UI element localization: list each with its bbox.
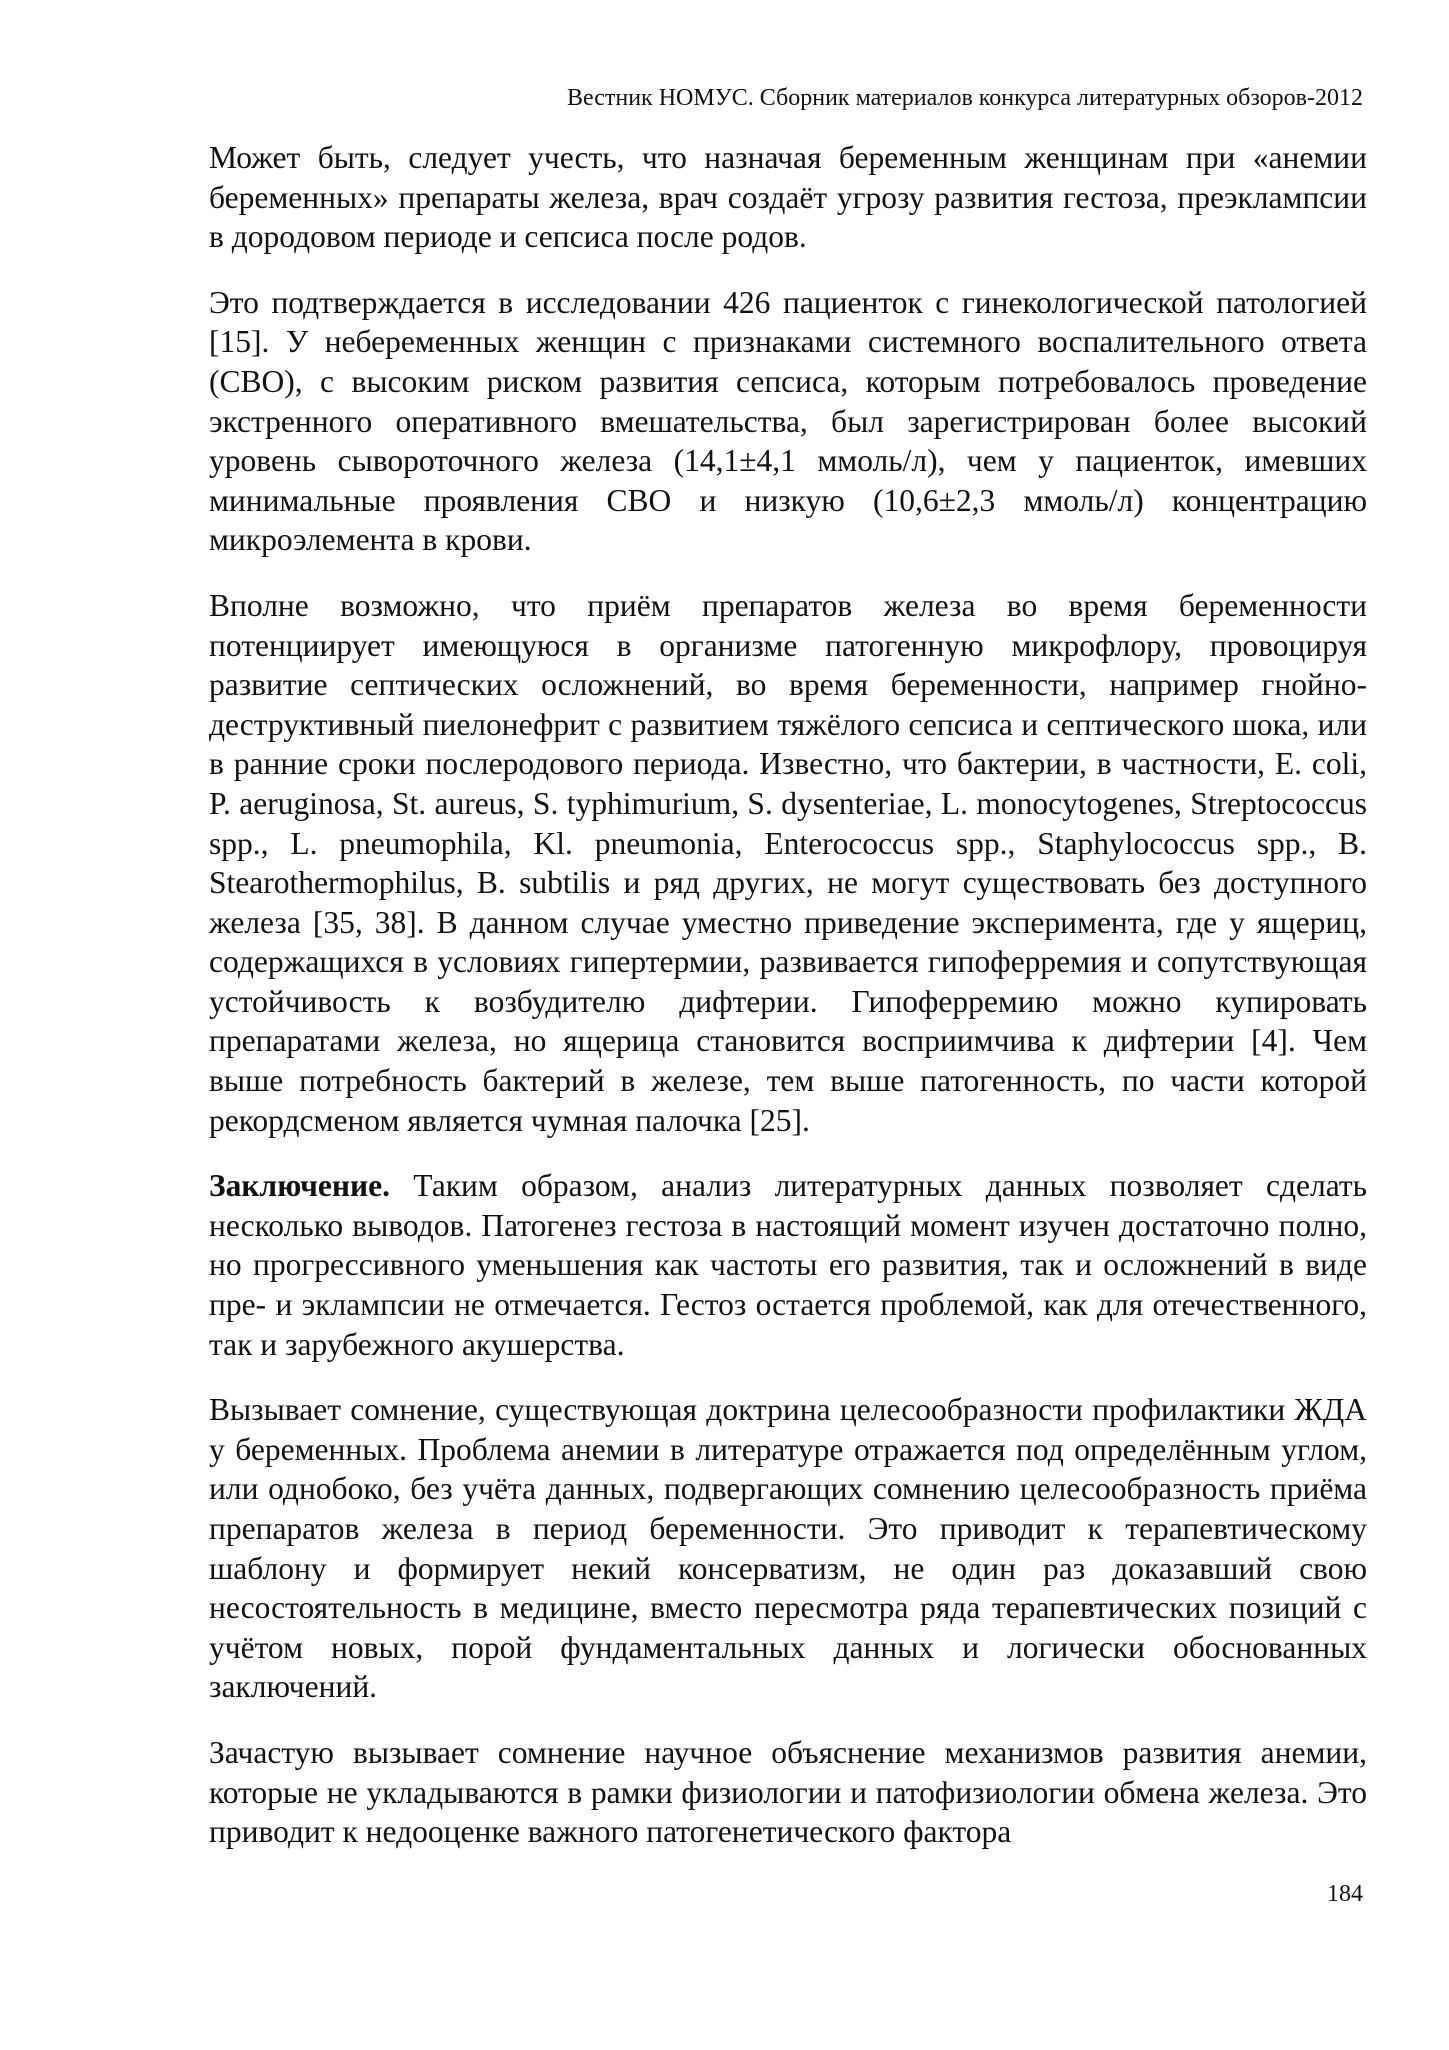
paragraph-1: Может быть, следует учесть, что назначая беременным женщинам при «анемии беременных» препараты железа, врач создаёт угрозу развития гестоза, преэклампсии в дородовом периоде и сепсиса после родов. (209, 140, 1367, 255)
body-text (209, 138, 1367, 1878)
paragraph-3: Вполне возможно, что приём препаратов железа во время беременности потенциирует имеющуюся в организме патогенную микрофлору, провоцируя развитие септических осложнений, во время беременности, например гнойно-деструктивный пиелонефрит с развитием тяжёлого сепсиса и септического шока, или в ранние сроки послеродового периода. Известно, что бактерии, в частности, E. coli, P. aeruginosa, St. aureus, S. typhimurium, S. dysenteriae, L. monocytogenes, Streptococcus spp., L. pneumophila, Kl. pneumonia, Enterococcus spp., Staphylococcus spp., B. Stearothermophilus, B. subtilis и ряд других, не могут существовать без доступного железа [35, 38]. В данном случае уместно приведение эксперимента, где у ящериц, содержащихся в условиях гипертермии, развивается гипоферремия и сопутствующая устойчивость к возбудителю дифтерии. Гипоферремию можно купировать препаратами железа, но ящерица становится восприимчива к дифтерии [4]. Чем выше потребность бактерий в железе, тем выше патогенность, по части которой рекордсменом является чумная палочка [25]. (209, 587, 1367, 1138)
paragraph-6: Зачастую вызывает сомнение научное объяснение механизмов развития анемии, которые не укладываются в рамки физиологии и патофизиологии обмена железа. Это приводит к недооценке важного патогенетического фактора (209, 1734, 1367, 1850)
paragraph-5: Вызывает сомнение, существующая доктрина целесообразности профилактики ЖДА у беременных. Проблема анемии в литературе отражается под определённым углом, или однобоко, без учёта данных, подвергающих сомнению целесообразность приёма препаратов железа в период беременности. Это приводит к терапевтическому шаблону и формирует некий консерватизм, не один раз доказавший свою несостоятельность в медицине, вместо пересмотра ряда терапевтических позиций с учётом новых, порой фундаментальных данных и логически обоснованных заключений. (209, 1392, 1367, 1705)
paragraph-2: Это подтверждается в исследовании 426 пациенток с гинекологической патологией [15]. У небеременных женщин с признаками системного воспалительного ответа (СВО), с высоким риском развития сепсиса, которым потребовалось проведение экстренного оперативного вмешательства, был зарегистрирован более высокий уровень сывороточного железа (14,1±4,1 ммоль/л), чем у пациенток, имевших минимальные проявления СВО и низкую (10,6±2,3 ммоль/л) концентрацию микроэлемента в крови. (209, 284, 1367, 558)
conclusion-paragraph (209, 1166, 1367, 1364)
page-number: 184 (1327, 1881, 1363, 1907)
running-header: Вестник НОМУС. Сборник материалов конкурса литературных обзоров-2012 (566, 85, 1363, 111)
conclusion-text: Таким образом, анализ литературных данных позволяет сделать несколько выводов. Патогенез гестоза в настоящий момент изучен достаточно полно, но прогрессивного уменьшения как частоты его развития, так и осложнений в виде пре- и эклампсии не отмечается. Гестоз остается проблемой, как для отечественного, так и зарубежного акушерства. (209, 1168, 1367, 1362)
conclusion-heading: Заключение. (209, 1168, 390, 1204)
